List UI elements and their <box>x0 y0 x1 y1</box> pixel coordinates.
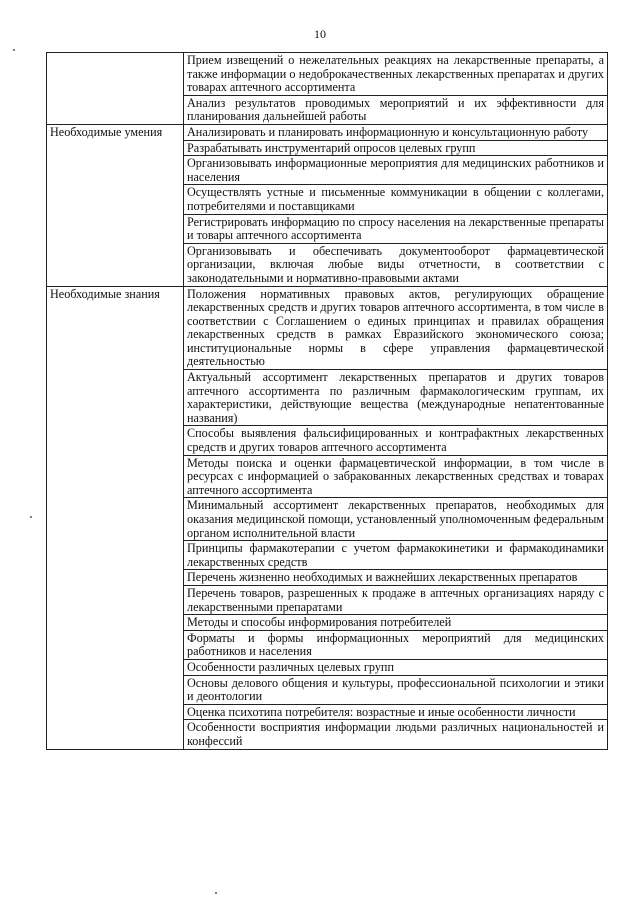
requirement-text: Особенности восприятия информации людьми различных национальностей и конфессий <box>184 720 608 749</box>
requirement-text: Анализ результатов проводимых мероприятий и их эффективности для планирования дальнейшей работы <box>184 95 608 124</box>
table-row <box>47 53 608 96</box>
requirement-text: Методы и способы информирования потребителей <box>184 615 608 631</box>
requirement-text: Организовывать информационные мероприятия для медицинских работников и населения <box>184 156 608 185</box>
scan-speck <box>215 892 217 894</box>
scan-speck <box>13 49 15 51</box>
requirement-text: Регистрировать информацию по спросу населения на лекарственные препараты и товары аптечного ассортимента <box>184 214 608 243</box>
requirement-text: Принципы фармакотерапии с учетом фармакокинетики и фармакодинамики лекарственных средств <box>184 541 608 570</box>
table-row <box>47 124 608 140</box>
section-label: Необходимые знания <box>47 286 184 749</box>
requirement-text: Способы выявления фальсифицированных и контрафактных лекарственных средств и других товаров аптечного ассортимента <box>184 426 608 455</box>
requirement-text: Положения нормативных правовых актов, регулирующих обращение лекарственных средств и других товаров аптечного ассортимента, в том числе в соответствии с Соглашением о единых принципах и правилах обращения лекарственных средств в рамках Евразийского экономического союза; институциональные нормы в сфере управления фармацевтической деятельностью <box>184 286 608 370</box>
requirement-text: Оценка психотипа потребителя: возрастные и иные особенности личности <box>184 704 608 720</box>
section-label: Необходимые умения <box>47 124 184 286</box>
requirement-text: Прием извещений о нежелательных реакциях на лекарственные препараты, а также информации о недоброкачественных лекарственных препаратах и других товарах аптечного ассортимента <box>184 53 608 96</box>
requirement-text: Минимальный ассортимент лекарственных препаратов, необходимых для оказания медицинской помощи, установленный уполномоченным федеральным органом исполнительной власти <box>184 498 608 541</box>
requirement-text: Методы поиска и оценки фармацевтической информации, в том числе в ресурсах с информацией о забракованных лекарственных средствах и товарах аптечного ассортимента <box>184 455 608 498</box>
scan-speck <box>30 516 32 518</box>
section-label <box>47 53 184 125</box>
page-number: 10 <box>314 27 326 41</box>
requirement-text: Основы делового общения и культуры, профессиональной психологии и этики и деонтологии <box>184 675 608 704</box>
requirement-text: Форматы и формы информационных мероприятий для медицинских работников и населения <box>184 630 608 659</box>
requirement-text: Организовывать и обеспечивать документооборот фармацевтической организации, включая любые виды отчетности, в соответствии с законодательными и нормативно-правовыми актами <box>184 243 608 286</box>
requirement-text: Перечень товаров, разрешенных к продаже в аптечных организациях наряду с лекарственными препаратами <box>184 585 608 614</box>
requirement-text: Анализировать и планировать информационную и консультационную работу <box>184 124 608 140</box>
requirement-text: Актуальный ассортимент лекарственных препаратов и других товаров аптечного ассортимента по различным фармакологическим группам, их характеристики, действующие вещества (международные непатентованные названия) <box>184 370 608 426</box>
requirements-table <box>46 52 608 750</box>
table-row <box>47 286 608 370</box>
requirement-text: Разрабатывать инструментарий опросов целевых групп <box>184 140 608 156</box>
requirement-text: Особенности различных целевых групп <box>184 659 608 675</box>
requirement-text: Осуществлять устные и письменные коммуникации в общении с коллегами, потребителями и поставщиками <box>184 185 608 214</box>
requirement-text: Перечень жизненно необходимых и важнейших лекарственных препаратов <box>184 570 608 586</box>
